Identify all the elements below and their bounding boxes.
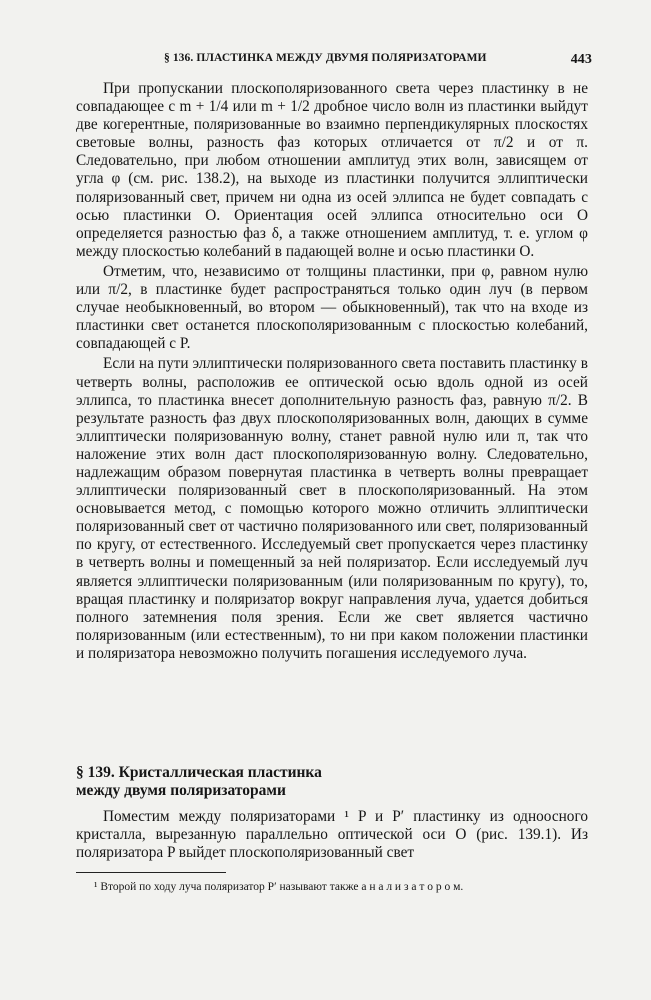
section-heading-line2: между двумя поляризаторами <box>76 782 286 799</box>
section-paragraph: Поместим между поляризаторами ¹ P и P′ пластинку из одноосного кристалла, вырезанную параллельно оптической оси O (рис. 139.1). Из поляризатора P выйдет плоскополяризованный свет <box>76 808 588 862</box>
section-heading-line1: § 139. Кристаллическая пластинка <box>76 764 322 781</box>
paragraph-1: При пропускании плоскополяризованного света через пластинку в не совпадающее с m + 1/4 или m + 1/2 дробное число волн из пластинки выйдут две когерентные, поляризованные во взаимно перпендикулярных плоскостях световые волны, разность фаз которых отличается от π/2 и от π. Следовательно, при любом отношении амплитуд этих волн, зависящем от угла φ (см. рис. 138.2), на выходе из пластинки получится эллиптически поляризованный свет, причем ни одна из осей эллипса не будет совпадать с осью пластинки O. Ориентация осей эллипса относительно оси O определяется разностью фаз δ, а также отношением амплитуд, т. е. углом φ между плоскостью колебаний в падающей волне и осью пластинки O. <box>76 80 588 260</box>
section-heading <box>76 764 476 800</box>
section-text <box>76 808 588 862</box>
paragraph-3: Если на пути эллиптически поляризованного света поставить пластинку в четверть волны, расположив ее оптической осью вдоль одной из осей эллипса, то пластинка внесет дополнительную разность фаз, равную π/2. В результате разность фаз двух плоскополяризованных волн, дающих в сумме эллиптически поляризованную волну, станет равной нулю или π, так что наложение этих волн даст плоскополяризованную волну. Следовательно, надлежащим образом повернутая пластинка в четверть волны превращает эллиптически поляризованный свет в плоскополяризованный. На этом основывается метод, с помощью которого можно отличить эллиптически поляризованный свет от частично поляризованного или свет, поляризованный по кругу, от естественного. Исследуемый свет пропускается через пластинку в четверть волны и помещенный за ней поляризатор. Если исследуемый луч является эллиптически поляризованным (или поляризованным по кругу), то, вращая пластинку и поляризатор вокруг направления луча, удается добиться полного затемнения поля зрения. Если же свет является частично поляризованным (или естественным), то ни при каком положении пластинки и поляризатора невозможно получить погашения исследуемого луча. <box>76 355 588 662</box>
page-number: 443 <box>570 52 592 67</box>
paragraph-2: Отметим, что, независимо от толщины пластинки, при φ, равном нулю или π/2, в пластинке будет распространяться только один луч (в первом случае необыкновенный, во втором — обыкновенный), так что на входе из пластинки свет останется плоскополяризованным с плоскостью колебаний, совпадающей с P. <box>76 262 588 353</box>
main-text <box>76 80 588 663</box>
footnote-text: ¹ Второй по ходу луча поляризатор P′ называют также а н а л и з а т о р о м. <box>94 881 464 893</box>
footnote <box>76 880 588 895</box>
running-title: § 136. ПЛАСТИНКА МЕЖДУ ДВУМЯ ПОЛЯРИЗАТОРАМИ <box>164 52 487 64</box>
footnote-divider <box>76 872 226 873</box>
